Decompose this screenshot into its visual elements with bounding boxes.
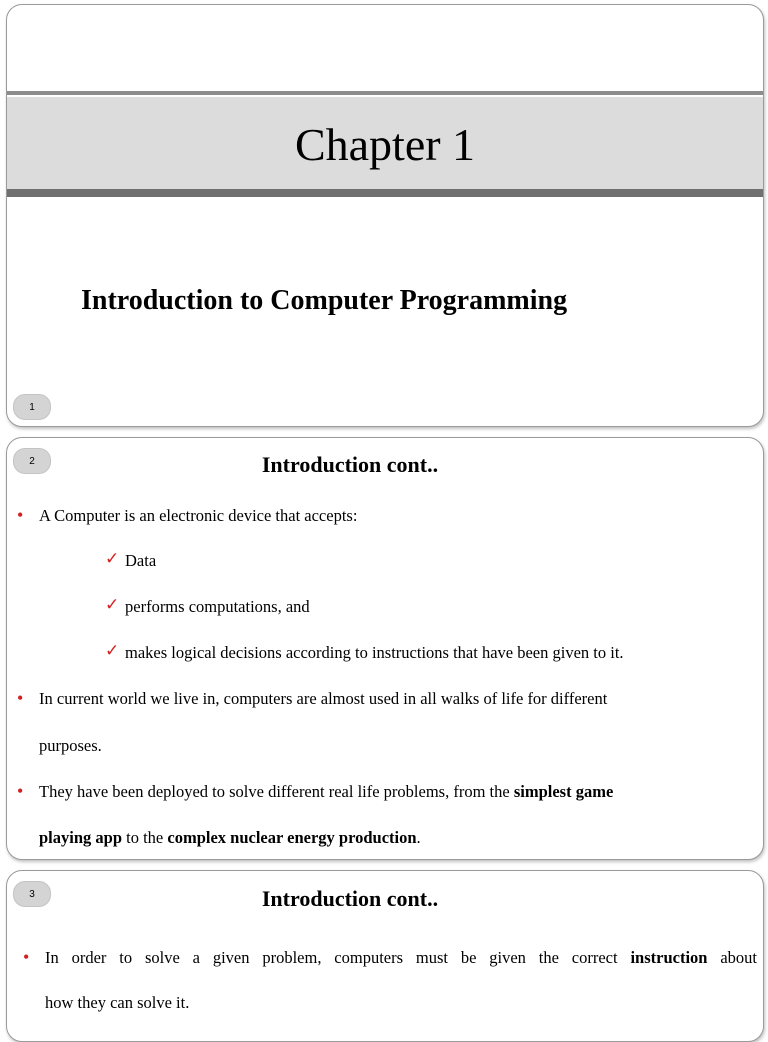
bullet-item — [39, 506, 357, 526]
bullet-text: to the — [122, 828, 168, 847]
slide-1 — [6, 4, 764, 427]
check-item — [105, 595, 310, 617]
check-item — [105, 641, 624, 663]
band-top-stripe — [7, 91, 763, 95]
bullet-text: about — [707, 948, 757, 967]
slide-number-badge: 2 — [13, 448, 51, 474]
bullet-text: They have been deployed to solve different real life problems, from the — [39, 782, 514, 801]
bullet-text: In current world we live in, computers are almost used in all walks of life for different — [39, 689, 608, 708]
check-text: Data — [125, 551, 157, 570]
check-mark-icon: ✓ — [105, 595, 120, 614]
bold-text: playing app — [39, 828, 122, 847]
bold-text: complex nuclear energy production — [167, 828, 417, 847]
bullet-continuation — [39, 828, 421, 848]
check-item — [105, 549, 157, 571]
punctuation: . — [416, 828, 421, 847]
bullet-continuation: how they can solve it. — [45, 993, 190, 1012]
check-mark-icon: ✓ — [105, 641, 120, 660]
bullet-text: A Computer is an electronic device that accepts: — [39, 506, 358, 525]
bold-text: instruction — [630, 948, 708, 967]
slide-number-badge: 1 — [13, 394, 51, 420]
bullet-text: In order to solve a given problem, computers must be given the correct — [45, 948, 631, 967]
bullet-item — [45, 948, 757, 968]
check-mark-icon: ✓ — [105, 549, 120, 568]
slide-subtitle: Introduction to Computer Programming — [81, 285, 568, 316]
bullet-continuation: purposes. — [39, 736, 102, 755]
bold-text: simplest game — [513, 782, 614, 801]
slide-2 — [6, 437, 764, 860]
slide-number-badge: 3 — [13, 881, 51, 907]
slide-3 — [6, 870, 764, 1042]
slide-heading: Introduction cont.. — [261, 452, 439, 477]
chapter-title: Chapter 1 — [294, 118, 476, 170]
slide-heading: Introduction cont.. — [261, 886, 439, 911]
bullet-item — [39, 689, 607, 709]
check-text: makes logical decisions according to instructions that have been given to it. — [125, 643, 624, 662]
bullet-item — [39, 782, 613, 802]
title-band — [7, 91, 763, 201]
check-text: performs computations, and — [125, 597, 310, 616]
